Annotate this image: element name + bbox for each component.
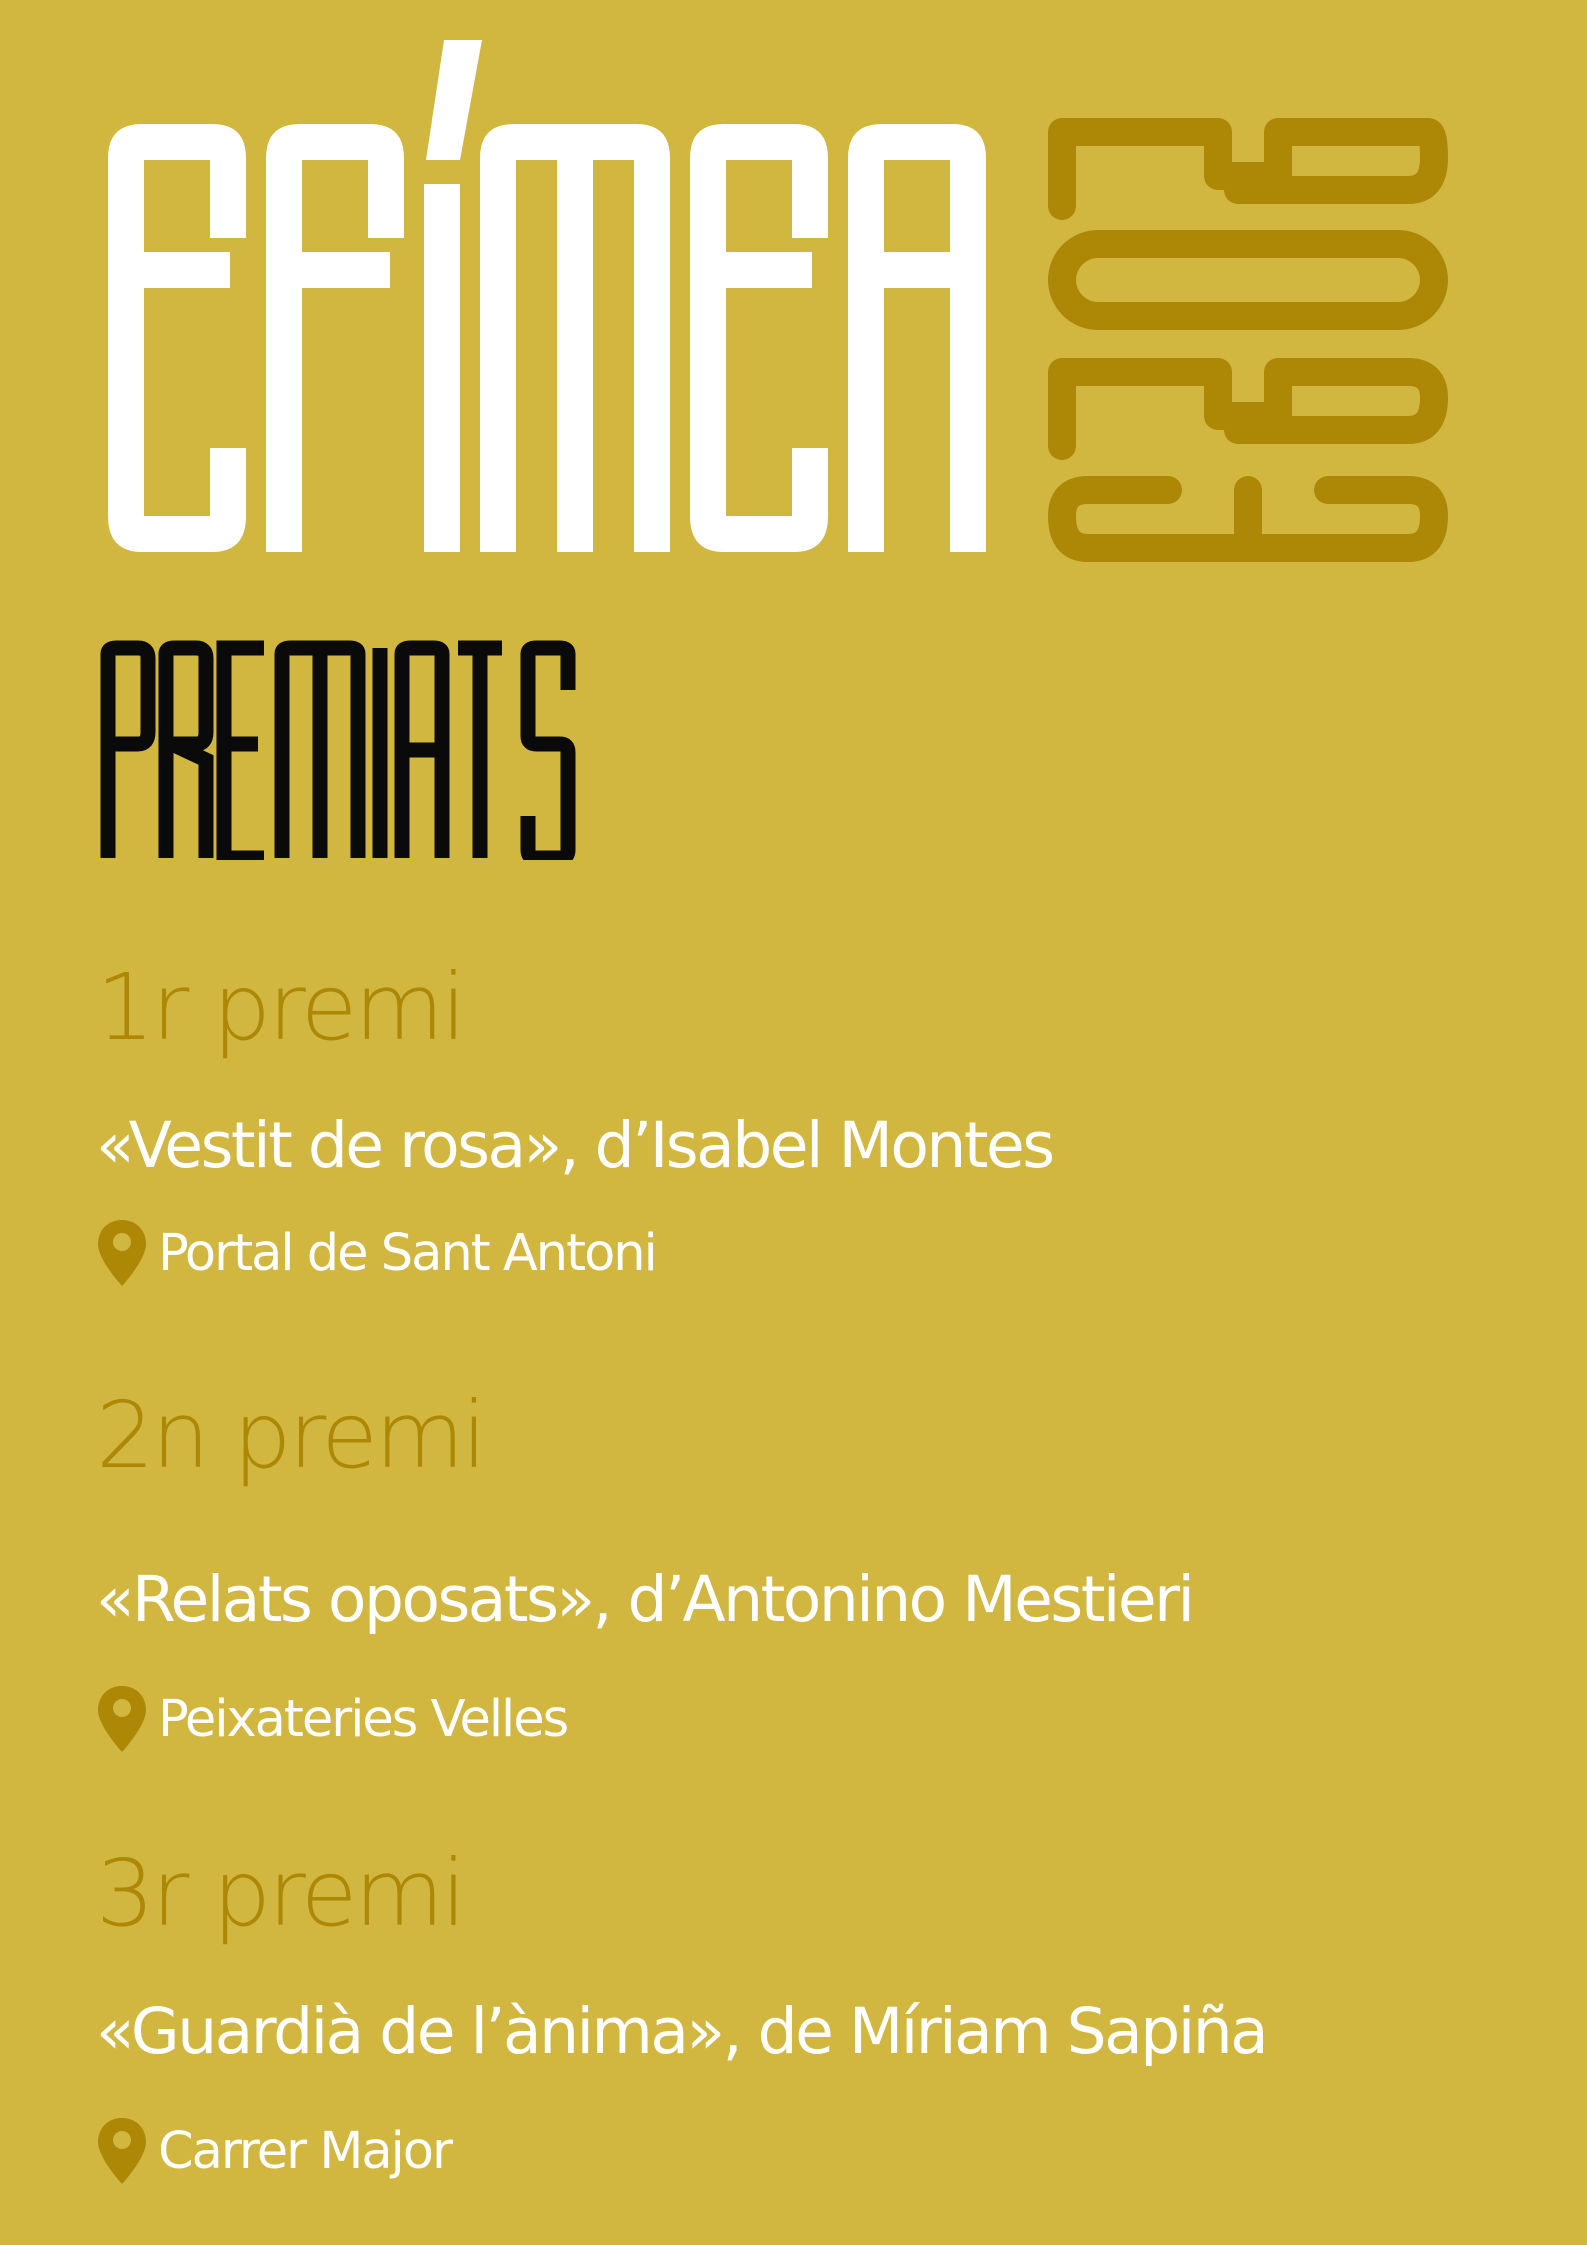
prize-3-location [96, 2116, 451, 2186]
prize-2-heading: 2n premi [96, 1382, 485, 1489]
prize-1-location [96, 1218, 656, 1288]
map-pin-icon [96, 2116, 148, 2186]
efimera-logo [108, 38, 1008, 563]
page-title [100, 640, 580, 860]
prize-3-heading: 3r premi [96, 1840, 464, 1947]
prize-2-work: «Relats oposats», d’Antonino Mestieri [96, 1563, 1193, 1636]
prize-1-heading: 1r premi [96, 954, 464, 1061]
prize-2-location-label: Peixateries Velles [158, 1689, 568, 1749]
year-2023-logo [1048, 118, 1448, 568]
prize-1-location-label: Portal de Sant Antoni [158, 1223, 656, 1283]
map-pin-icon [96, 1218, 148, 1288]
prize-3-work: «Guardià de l’ànima», de Míriam Sapiña [96, 1995, 1267, 2068]
prize-1-work: «Vestit de rosa», d’Isabel Montes [96, 1109, 1053, 1182]
prize-2-location [96, 1684, 567, 1754]
prize-3-location-label: Carrer Major [158, 2121, 451, 2181]
map-pin-icon [96, 1684, 148, 1754]
